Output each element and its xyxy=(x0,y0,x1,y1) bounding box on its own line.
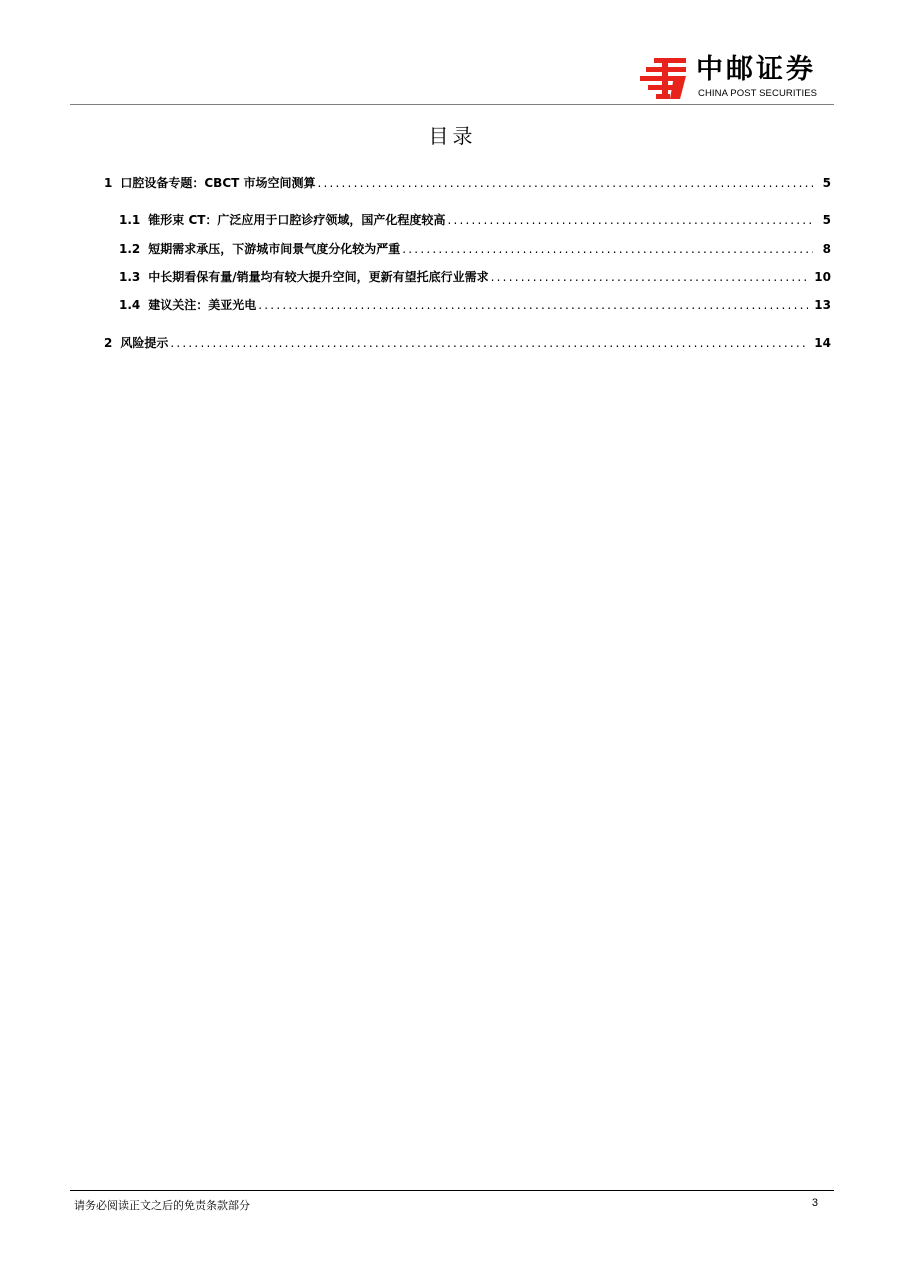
toc-leader-dots xyxy=(491,268,809,286)
logo-chinese-name: 中邮证券 xyxy=(696,54,816,85)
footer-disclaimer: 请务必阅读正文之后的免责条款部分 xyxy=(74,1199,250,1212)
toc-entry-page: 14 xyxy=(814,336,831,350)
logo-english-name: CHINA POST SECURITIES xyxy=(698,88,818,99)
header-divider xyxy=(70,104,834,105)
china-post-logo-icon xyxy=(640,56,688,100)
toc-entry-number: 2 xyxy=(104,336,113,350)
company-logo xyxy=(640,54,840,102)
page-number: 3 xyxy=(811,1197,818,1209)
toc-leader-dots xyxy=(317,174,813,192)
toc-entry[interactable] xyxy=(119,268,831,286)
toc-entry-page: 5 xyxy=(822,176,831,190)
toc-entry[interactable] xyxy=(119,240,831,258)
toc-entry-title: 短期需求承压，下游城市间景气度分化较为严重 xyxy=(148,242,401,256)
toc-entry-number: 1 xyxy=(104,176,113,190)
toc-leader-dots xyxy=(170,334,808,352)
toc-entry-title: 建议关注：美亚光电 xyxy=(148,298,257,312)
toc-entry[interactable] xyxy=(104,334,831,352)
toc-entry-title: 口腔设备专题：CBCT 市场空间测算 xyxy=(120,176,316,190)
toc-leader-dots xyxy=(402,240,813,258)
toc-entry[interactable] xyxy=(119,296,831,314)
toc-entry[interactable] xyxy=(104,174,831,192)
toc-entry-title: 锥形束 CT：广泛应用于口腔诊疗领域，国产化程度较高 xyxy=(148,213,446,227)
toc-leader-dots xyxy=(258,296,808,314)
toc-entry-number: 1.1 xyxy=(119,213,141,227)
toc-leader-dots xyxy=(447,211,813,229)
toc-entry-page: 10 xyxy=(814,270,831,284)
toc-entry-number: 1.2 xyxy=(119,242,141,256)
toc-entry-title: 中长期看保有量/销量均有较大提升空间，更新有望托底行业需求 xyxy=(148,270,489,284)
toc-title: 目录 xyxy=(428,124,477,148)
toc-entry-number: 1.3 xyxy=(119,270,141,284)
footer-divider xyxy=(70,1190,834,1191)
toc-entry-page: 13 xyxy=(814,298,831,312)
toc-entry-number: 1.4 xyxy=(119,298,141,312)
toc-entry-title: 风险提示 xyxy=(120,336,169,350)
toc-entry-page: 5 xyxy=(822,213,831,227)
toc-entry-page: 8 xyxy=(822,242,831,256)
toc-entry[interactable] xyxy=(119,211,831,229)
